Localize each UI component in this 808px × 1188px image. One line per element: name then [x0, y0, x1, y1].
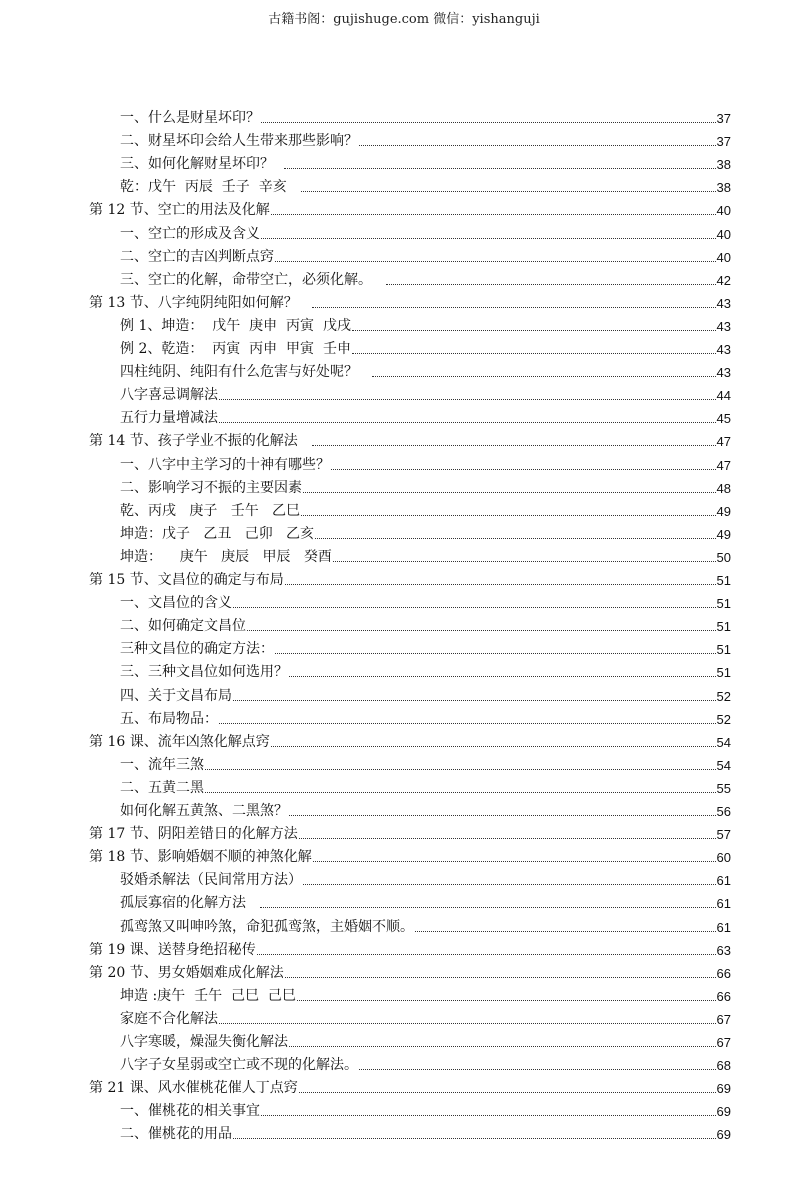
toc-subentry[interactable]	[120, 220, 731, 243]
toc-page-number: 51	[716, 619, 731, 635]
toc-entry-title: 一、文昌位的含义	[120, 595, 232, 612]
toc-section-entry[interactable]	[89, 289, 731, 312]
toc-entry-title: 二、如何确定文昌位	[120, 618, 246, 635]
toc-section-entry[interactable]	[89, 959, 731, 982]
toc-subentry[interactable]	[120, 358, 731, 381]
toc-page-number: 57	[716, 827, 731, 843]
toc-page-number: 52	[716, 688, 731, 704]
toc-entry-title: 第 19 课、送替身绝招秘传	[89, 941, 256, 958]
toc-page-number: 66	[716, 965, 731, 981]
toc-page-number: 51	[716, 665, 731, 681]
dot-leader	[352, 352, 716, 354]
toc-subentry[interactable]	[120, 497, 731, 520]
dot-leader	[289, 814, 716, 816]
toc-subentry[interactable]	[120, 913, 731, 936]
toc-subentry[interactable]	[120, 543, 731, 566]
toc-subentry[interactable]	[120, 520, 731, 543]
toc-page-number: 43	[716, 342, 731, 358]
toc-subentry[interactable]	[120, 404, 731, 427]
toc-subentry[interactable]	[120, 335, 731, 358]
dot-leader	[359, 144, 716, 146]
dot-leader	[372, 375, 715, 377]
toc-section-entry[interactable]	[89, 566, 731, 589]
toc-subentry[interactable]	[120, 1028, 731, 1051]
dot-leader	[284, 167, 716, 169]
toc-entry-title: 第 17 节、阴阳差错日的化解方法	[89, 826, 298, 843]
dot-leader	[261, 121, 716, 123]
toc-entry-title: 例 2、乾造： 丙寅 丙申 甲寅 壬申	[120, 341, 351, 358]
toc-entry-title: 二、财星坏印会给人生带来那些影响？	[120, 133, 358, 150]
dot-leader	[299, 837, 716, 839]
toc-page-number: 47	[716, 434, 731, 450]
toc-subentry[interactable]	[120, 1005, 731, 1028]
dot-leader	[333, 560, 716, 562]
toc-subentry[interactable]	[120, 682, 731, 705]
dot-leader	[233, 606, 716, 608]
toc-entry-title: 乾、丙戌 庚子 壬午 乙巳	[120, 502, 301, 519]
dot-leader	[275, 260, 716, 262]
toc-section-entry[interactable]	[89, 936, 731, 959]
toc-entry-title: 三、如何化解财星坏印？	[120, 156, 283, 173]
toc-entry-title: 乾：戊午 丙辰 壬子 辛亥	[120, 179, 301, 196]
toc-subentry[interactable]	[120, 150, 731, 173]
toc-page-number: 43	[716, 365, 731, 381]
dot-leader	[297, 999, 716, 1001]
toc-page-number: 67	[716, 1035, 731, 1051]
toc-subentry[interactable]	[120, 635, 731, 658]
toc-entry-title: 第 14 节、孩子学业不振的化解法	[89, 433, 312, 450]
toc-page-number: 50	[716, 549, 731, 565]
toc-entry-title: 一、什么是财星坏印？	[120, 110, 260, 127]
toc-subentry[interactable]	[120, 774, 731, 797]
toc-section-entry[interactable]	[89, 427, 731, 450]
toc-entry-title: 二、催桃花的用品	[120, 1126, 232, 1143]
toc-page-number: 47	[716, 457, 731, 473]
dot-leader	[303, 883, 716, 885]
toc-entry-title: 坤造：戊子 乙丑 己卯 乙亥	[120, 525, 315, 542]
dot-leader	[289, 675, 716, 677]
toc-entry-title: 坤造 :庚午 壬午 己巳 己巳	[120, 987, 296, 1004]
dot-leader	[219, 722, 716, 724]
toc-subentry[interactable]	[120, 866, 731, 889]
toc-subentry[interactable]	[120, 658, 731, 681]
toc-page-number: 51	[716, 642, 731, 658]
toc-page-number: 56	[716, 804, 731, 820]
dot-leader	[331, 468, 716, 470]
dot-leader	[219, 421, 716, 423]
toc-page-number: 43	[716, 295, 731, 311]
toc-entry-title: 如何化解五黄煞、二黑煞？	[120, 803, 288, 820]
toc-entry-title: 驳婚杀解法（民间常用方法）	[120, 872, 302, 889]
toc-subentry[interactable]	[120, 243, 731, 266]
toc-subentry[interactable]	[120, 173, 731, 196]
toc-section-entry[interactable]	[89, 843, 731, 866]
toc-subentry[interactable]	[120, 1097, 731, 1120]
toc-subentry[interactable]	[120, 451, 731, 474]
toc-page-number: 38	[716, 180, 731, 196]
dot-leader	[285, 583, 716, 585]
toc-page-number: 37	[716, 111, 731, 127]
toc-entry-title: 一、空亡的形成及含义	[120, 225, 260, 242]
toc-entry-title: 第 12 节、空亡的用法及化解	[89, 202, 270, 219]
toc-subentry[interactable]	[120, 474, 731, 497]
toc-page-number: 51	[716, 573, 731, 589]
toc-page-number: 66	[716, 988, 731, 1004]
toc-page-number: 61	[716, 896, 731, 912]
dot-leader	[261, 237, 716, 239]
toc-entry-title: 三、三种文昌位如何选用？	[120, 664, 288, 681]
toc-page-number: 43	[716, 318, 731, 334]
toc-page-number: 45	[716, 411, 731, 427]
dot-leader	[219, 1022, 716, 1024]
dot-leader	[247, 629, 716, 631]
dot-leader	[299, 1091, 716, 1093]
toc-page-number: 60	[716, 850, 731, 866]
toc-entry-title: 家庭不合化解法	[120, 1010, 218, 1027]
toc-entry-title: 五行力量增减法	[120, 410, 218, 427]
toc-page-number: 52	[716, 711, 731, 727]
toc-subentry[interactable]	[120, 797, 731, 820]
toc-page-number: 63	[716, 942, 731, 958]
toc-subentry[interactable]	[120, 612, 731, 635]
dot-leader	[352, 329, 716, 331]
toc-page-number: 55	[716, 780, 731, 796]
toc-page-number: 54	[716, 734, 731, 750]
dot-leader	[275, 652, 716, 654]
dot-leader	[386, 283, 715, 285]
toc-page-number: 49	[716, 526, 731, 542]
toc-page-number: 61	[716, 919, 731, 935]
toc-section-entry[interactable]	[89, 1074, 731, 1097]
toc-section-entry[interactable]	[89, 820, 731, 843]
toc-page-number: 54	[716, 757, 731, 773]
toc-entry-title: 坤造： 庚午 庚辰 甲辰 癸酉	[120, 548, 332, 565]
dot-leader	[415, 930, 716, 932]
dot-leader	[271, 745, 716, 747]
dot-leader	[233, 1137, 716, 1139]
dot-leader	[312, 444, 715, 446]
toc-subentry[interactable]	[120, 751, 731, 774]
toc-page-number: 38	[716, 157, 731, 173]
toc-entry-title: 孤辰寡宿的化解方法	[120, 895, 260, 912]
toc-subentry[interactable]	[120, 982, 731, 1005]
toc-subentry[interactable]	[120, 1120, 731, 1143]
toc-entry-title: 第 20 节、男女婚姻难成化解法	[89, 964, 284, 981]
dot-leader	[233, 699, 716, 701]
dot-leader	[315, 537, 715, 539]
toc-subentry[interactable]	[120, 889, 731, 912]
dot-leader	[313, 860, 716, 862]
toc-page-number: 37	[716, 134, 731, 150]
toc-entry-title: 二、五黄二黑	[120, 779, 204, 796]
toc-entry-title: 五、布局物品：	[120, 710, 218, 727]
dot-leader	[301, 190, 715, 192]
toc-subentry[interactable]	[120, 312, 731, 335]
toc-entry-title: 三种文昌位的确定方法：	[120, 641, 274, 658]
toc-entry-title: 二、影响学习不振的主要因素	[120, 479, 302, 496]
toc-page-number: 48	[716, 480, 731, 496]
toc-entry-title: 八字寒暖，燥湿失衡化解法	[120, 1034, 288, 1051]
toc-subentry[interactable]	[120, 1051, 731, 1074]
dot-leader	[205, 768, 716, 770]
toc-entry-title: 四、关于文昌布局	[120, 687, 232, 704]
toc-page-number: 40	[716, 226, 731, 242]
toc-section-entry[interactable]	[89, 728, 731, 751]
dot-leader	[219, 398, 716, 400]
toc-page-number: 61	[716, 873, 731, 889]
dot-leader	[285, 976, 716, 978]
toc-page-number: 49	[716, 503, 731, 519]
toc-entry-title: 三、空亡的化解，命带空亡，必须化解。	[120, 271, 386, 288]
toc-entry-title: 例 1、坤造： 戊午 庚申 丙寅 戊戌	[120, 317, 351, 334]
toc-page-number: 40	[716, 203, 731, 219]
toc-subentry[interactable]	[120, 104, 731, 127]
toc-entry-title: 八字喜忌调解法	[120, 387, 218, 404]
toc-entry-title: 一、催桃花的相关事宜	[120, 1103, 260, 1120]
dot-leader	[261, 1114, 716, 1116]
dot-leader	[257, 953, 716, 955]
toc-entry-title: 四柱纯阴、纯阳有什么危害与好处呢？	[120, 364, 372, 381]
toc-entry-title: 第 16 课、流年凶煞化解点窍	[89, 733, 270, 750]
dot-leader	[301, 514, 715, 516]
toc-page-number: 51	[716, 596, 731, 612]
toc-page-number: 69	[716, 1127, 731, 1143]
page-header: 古籍书阁：gujishuge.com 微信：yishanguji	[268, 12, 540, 27]
dot-leader	[289, 1045, 716, 1047]
toc-entry-title: 一、八字中主学习的十神有哪些？	[120, 456, 330, 473]
toc-subentry[interactable]	[120, 127, 731, 150]
dot-leader	[205, 791, 716, 793]
toc-entry-title: 第 13 节、八字纯阴纯阳如何解？	[89, 294, 312, 311]
dot-leader	[359, 1068, 716, 1070]
toc-page-number: 67	[716, 1011, 731, 1027]
dot-leader	[260, 906, 715, 908]
toc-subentry[interactable]	[120, 381, 731, 404]
toc-entry-title: 孤鸾煞又叫呻吟煞，命犯孤鸾煞，主婚姻不顺。	[120, 918, 414, 935]
toc-subentry[interactable]	[120, 589, 731, 612]
toc-page-number: 69	[716, 1104, 731, 1120]
toc-page-number: 44	[716, 388, 731, 404]
toc-entry-title: 第 15 节、文昌位的确定与布局	[89, 572, 284, 589]
toc-section-entry[interactable]	[89, 196, 731, 219]
toc-page-number: 40	[716, 249, 731, 265]
toc-page-number: 69	[716, 1081, 731, 1097]
toc-entry-title: 二、空亡的吉凶判断点窍	[120, 248, 274, 265]
toc-entry-title: 八字子女星弱或空亡或不现的化解法。	[120, 1057, 358, 1074]
toc-page-number: 68	[716, 1058, 731, 1074]
toc-entry-title: 第 21 课、风水催桃花催人丁点窍	[89, 1080, 298, 1097]
toc-subentry[interactable]	[120, 266, 731, 289]
dot-leader	[303, 491, 716, 493]
toc-entry-title: 一、流年三煞	[120, 756, 204, 773]
dot-leader	[312, 306, 715, 308]
dot-leader	[271, 213, 716, 215]
toc-subentry[interactable]	[120, 705, 731, 728]
toc-entry-title: 第 18 节、影响婚姻不顺的神煞化解	[89, 849, 312, 866]
toc-page-number: 42	[716, 272, 731, 288]
